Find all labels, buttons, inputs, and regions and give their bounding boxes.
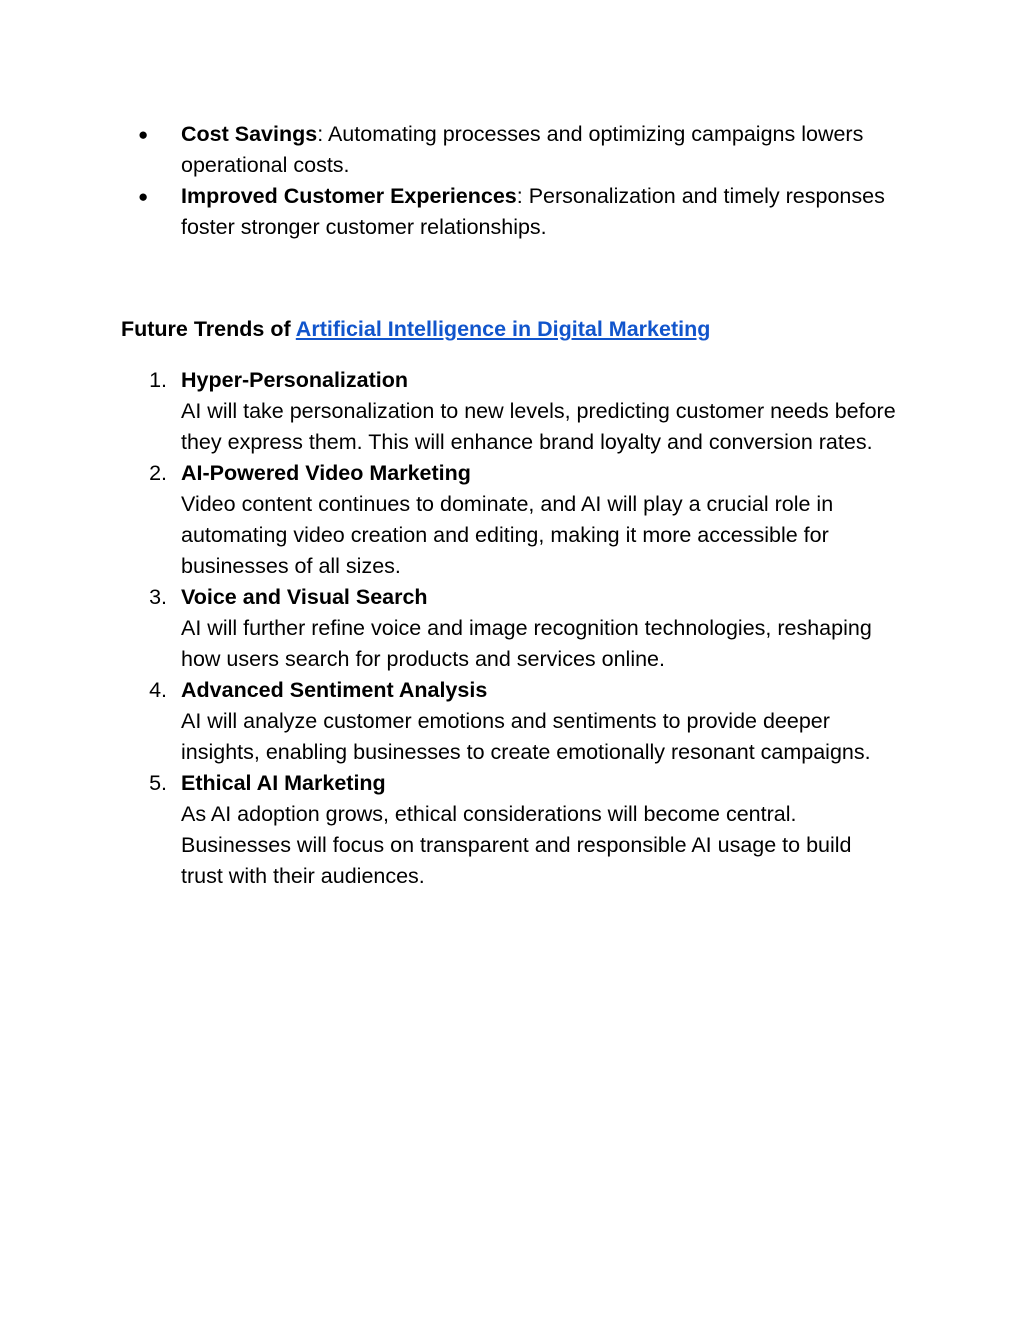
list-item xyxy=(138,675,898,768)
benefit-title: Improved Customer Experiences xyxy=(181,184,517,208)
trend-title: Ethical AI Marketing xyxy=(181,771,386,795)
list-number: 1. xyxy=(149,368,167,392)
benefit-title: Cost Savings xyxy=(181,122,318,146)
list-number: 2. xyxy=(149,461,167,485)
trend-title: AI-Powered Video Marketing xyxy=(181,461,471,485)
ai-digital-marketing-link[interactable]: Artificial Intelligence in Digital Marketing xyxy=(295,317,711,341)
benefit-text: : Personalization and timely responses foster stronger customer relationships. xyxy=(181,184,885,239)
benefits-list xyxy=(138,119,898,243)
list-item xyxy=(138,768,898,892)
trend-title: Voice and Visual Search xyxy=(181,585,428,609)
list-item xyxy=(138,181,898,243)
trend-description: AI will analyze customer emotions and sentiments to provide deeper insights, enabling businesses to create emotionally resonant campaigns. xyxy=(181,709,871,764)
trend-description: Video content continues to dominate, and AI will play a crucial role in automating video creation and editing, making it more accessible for businesses of all sizes. xyxy=(181,492,834,578)
bullet-icon: ● xyxy=(138,125,149,144)
list-number: 4. xyxy=(149,678,167,702)
trend-description: AI will take personalization to new levels, predicting customer needs before they express them. This will enhance brand loyalty and conversion rates. xyxy=(181,399,896,454)
list-item xyxy=(138,458,898,582)
trend-title: Hyper-Personalization xyxy=(181,368,408,392)
trends-list xyxy=(138,365,898,892)
heading-prefix: Future Trends of xyxy=(121,317,296,341)
list-number: 3. xyxy=(149,585,167,609)
section-heading xyxy=(121,314,921,345)
bullet-icon: ● xyxy=(138,187,149,206)
list-item xyxy=(138,365,898,458)
trend-title: Advanced Sentiment Analysis xyxy=(181,678,488,702)
benefit-text: : Automating processes and optimizing campaigns lowers operational costs. xyxy=(181,122,864,177)
trend-description: As AI adoption grows, ethical considerations will become central. Businesses will focus on transparent and responsible AI usage to build trust with their audiences. xyxy=(181,802,852,888)
list-number: 5. xyxy=(149,771,167,795)
trend-description: AI will further refine voice and image recognition technologies, reshaping how users search for products and services online. xyxy=(181,616,872,671)
list-item xyxy=(138,119,898,181)
list-item xyxy=(138,582,898,675)
